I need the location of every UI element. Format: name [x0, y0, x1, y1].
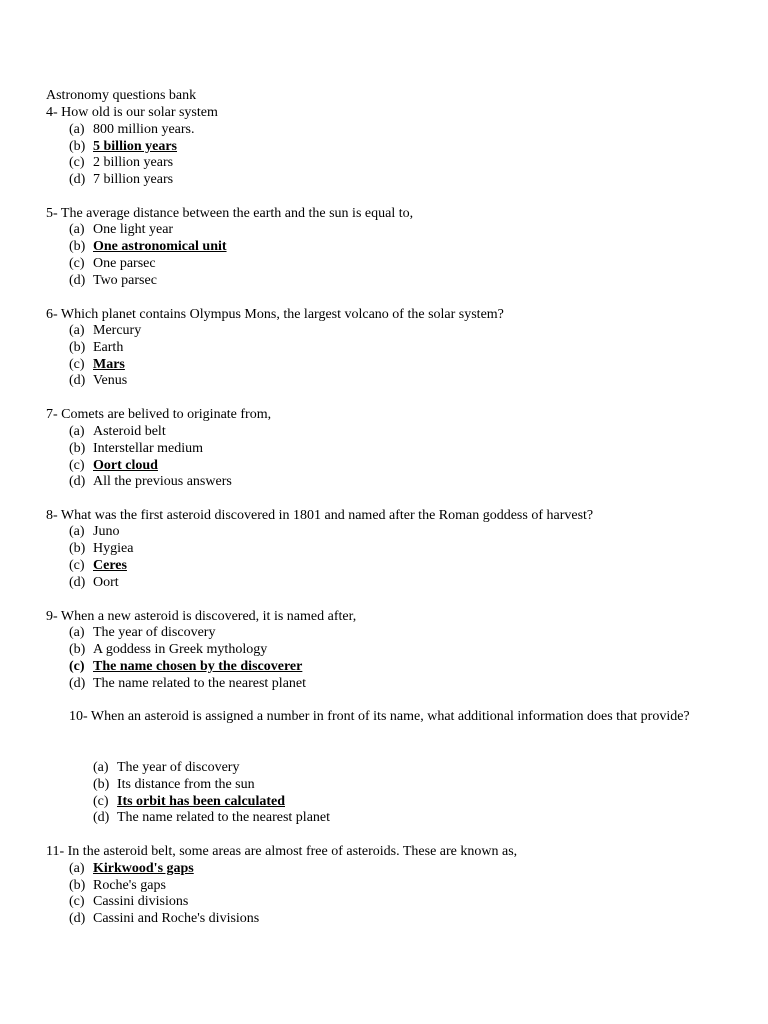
option-tag: (c) [69, 558, 85, 573]
option [69, 910, 259, 927]
option-text: Cassini and Roche's divisions [93, 911, 260, 926]
option-correct [69, 557, 127, 574]
correct-answer-text: 5 billion years [93, 139, 178, 154]
option-tag: (a) [69, 323, 85, 338]
option-text: The year of discovery [93, 625, 216, 640]
option-text: Cassini divisions [93, 894, 189, 909]
option-text: Venus [93, 373, 128, 388]
option [93, 759, 239, 776]
option-tag: (a) [69, 122, 85, 137]
question-text: 11- In the asteroid belt, some areas are almost free of asteroids. These are known as, [46, 844, 518, 859]
question-text: 9- When a new asteroid is discovered, it is named after, [46, 609, 357, 624]
option [69, 339, 123, 356]
option-text: 7 billion years [93, 172, 174, 187]
option-correct [69, 238, 227, 255]
page-title: Astronomy questions bank [46, 88, 197, 103]
option-text: Juno [93, 524, 120, 539]
option-correct [69, 138, 177, 155]
option-tag: (c) [93, 794, 109, 809]
correct-answer-text: Oort cloud [93, 458, 158, 473]
option-correct [69, 658, 302, 675]
option-tag: (b) [69, 441, 86, 456]
option-tag: (b) [69, 139, 86, 154]
question-text: 5- The average distance between the earth and the sun is equal to, [46, 206, 414, 221]
option-text: Oort [93, 575, 119, 590]
option [69, 893, 188, 910]
option [69, 255, 156, 272]
option [69, 322, 141, 339]
option-tag: (d) [93, 810, 110, 825]
option-text: The year of discovery [117, 760, 240, 775]
option [69, 540, 133, 557]
correct-answer-text: The name chosen by the discoverer [93, 659, 303, 674]
option-correct [69, 356, 125, 373]
question-text: 7- Comets are belived to originate from, [46, 407, 272, 422]
option-text: A goddess in Greek mythology [93, 642, 268, 657]
option-tag: (b) [93, 777, 110, 792]
option-tag: (a) [69, 222, 85, 237]
option-text: Its distance from the sun [117, 777, 255, 792]
option-tag: (b) [69, 642, 86, 657]
option-tag: (a) [69, 424, 85, 439]
option-tag: (c) [69, 458, 85, 473]
question-text: 6- Which planet contains Olympus Mons, the largest volcano of the solar system? [46, 307, 504, 322]
option [69, 272, 157, 289]
option-tag: (b) [69, 340, 86, 355]
option-tag: (c) [69, 357, 85, 372]
option-tag: (c) [69, 155, 85, 170]
correct-answer-text: Mars [93, 357, 125, 372]
correct-answer-text: Kirkwood's gaps [93, 861, 194, 876]
option-tag: (a) [93, 760, 109, 775]
option-text: Hygiea [93, 541, 134, 556]
option-tag: (d) [69, 172, 86, 187]
option [93, 809, 330, 826]
option-tag: (d) [69, 273, 86, 288]
option-text: Earth [93, 340, 124, 355]
option-text: Roche's gaps [93, 878, 166, 893]
question-text: 8- What was the first asteroid discovered in 1801 and named after the Roman goddess of harvest? [46, 508, 594, 523]
option-text: The name related to the nearest planet [93, 676, 307, 691]
option [69, 675, 306, 692]
option-correct [69, 457, 158, 474]
option-text: One parsec [93, 256, 156, 271]
option-tag: (d) [69, 676, 86, 691]
option-correct [69, 860, 194, 877]
option-tag: (a) [69, 524, 85, 539]
correct-answer-text: Ceres [93, 558, 127, 573]
option-tag: (a) [69, 861, 85, 876]
option-tag: (d) [69, 373, 86, 388]
option-text: All the previous answers [93, 474, 232, 489]
option-tag: (d) [69, 911, 86, 926]
option [69, 154, 173, 171]
option-text: Mercury [93, 323, 142, 338]
correct-answer-text: One astronomical unit [93, 239, 227, 254]
option-tag: (c) [69, 256, 85, 271]
option [69, 221, 173, 238]
option-text: Interstellar medium [93, 441, 204, 456]
option [69, 641, 267, 658]
option [69, 171, 173, 188]
option-tag: (b) [69, 239, 86, 254]
option-tag: (a) [69, 625, 85, 640]
option [69, 624, 215, 641]
option [69, 423, 166, 440]
question-text: 10- When an asteroid is assigned a number in front of its name, what additional information does that provide? [69, 709, 690, 724]
option [69, 121, 195, 138]
option-tag: (c) [69, 659, 85, 674]
correct-answer-text: Its orbit has been calculated [117, 794, 285, 809]
option-tag: (c) [69, 894, 85, 909]
option-text: Two parsec [93, 273, 157, 288]
option [69, 440, 203, 457]
option-text: One light year [93, 222, 174, 237]
option [69, 574, 119, 591]
option [93, 776, 255, 793]
option-text: 2 billion years [93, 155, 174, 170]
option [69, 523, 119, 540]
option-tag: (b) [69, 541, 86, 556]
option-text: Asteroid belt [93, 424, 166, 439]
option-tag: (d) [69, 575, 86, 590]
option-text: The name related to the nearest planet [117, 810, 331, 825]
option-correct [93, 793, 285, 810]
option [69, 877, 166, 894]
option-tag: (d) [69, 474, 86, 489]
option-tag: (b) [69, 878, 86, 893]
question-text: 4- How old is our solar system [46, 105, 218, 120]
option-text: 800 million years. [93, 122, 195, 137]
option [69, 372, 127, 389]
option [69, 473, 232, 490]
